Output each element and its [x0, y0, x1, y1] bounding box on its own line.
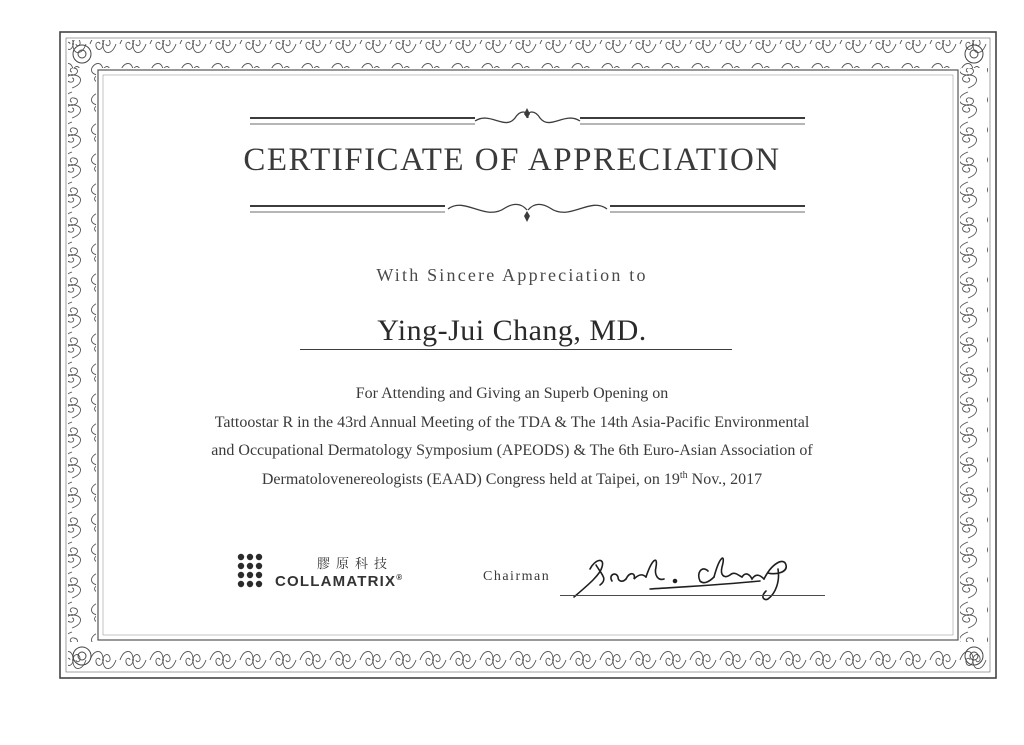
- chairman-label: Chairman: [483, 569, 551, 584]
- recipient-underline: [300, 349, 732, 350]
- collamatrix-logo: [237, 553, 467, 593]
- chairman-signature: [560, 545, 830, 605]
- signature-line: [560, 595, 825, 596]
- ordinal-suffix: th: [679, 469, 688, 481]
- body-line-4-main: Dermatolovenereologists (EAAD) Congress held at Taipei, on 19: [261, 470, 680, 488]
- body-line-1: For Attending and Giving an Superb Opening on: [355, 385, 669, 402]
- logo-brand-name: [275, 573, 403, 590]
- logo-brand-text: COLLAMATRIX: [275, 573, 397, 590]
- body-line-2: Tattoostar R in the 43rd Annual Meeting of the TDA & The 14th Asia-Pacific Environmental: [214, 413, 810, 431]
- appreciation-subtitle: With Sincere Appreciation to: [376, 265, 648, 285]
- title-ornament-top: [250, 106, 805, 136]
- certificate-body: [120, 380, 904, 494]
- recipient-name: Ying-Jui Chang, MD.: [377, 314, 647, 347]
- title-ornament-bottom: [250, 194, 805, 224]
- logo-chinese-name: 膠原科技: [317, 557, 394, 572]
- body-line-4: [120, 466, 904, 495]
- registered-mark: ®: [396, 573, 404, 582]
- body-line-3: and Occupational Dermatology Symposium (APEODS) & The 6th Euro-Asian Association of: [211, 442, 813, 459]
- certificate-title: CERTIFICATE OF APPRECIATION: [243, 142, 781, 178]
- dot-grid-logo-icon: [237, 553, 273, 589]
- body-line-4-date: Nov., 2017: [687, 470, 763, 488]
